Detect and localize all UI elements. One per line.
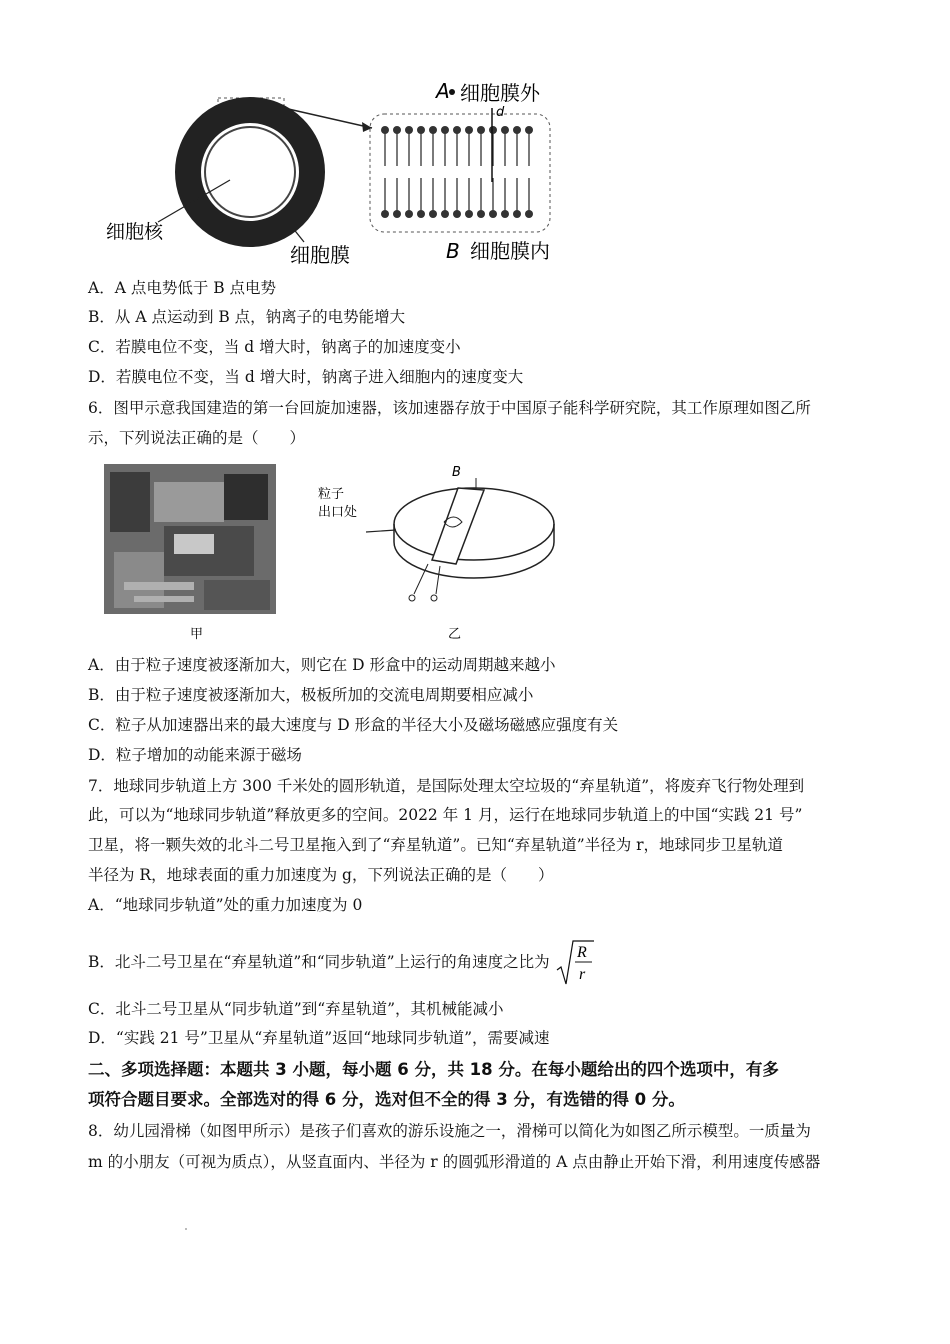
q7-stem-line4: 半径为 R，地球表面的重力加速度为 g，下列说法正确的是（ ） (88, 866, 554, 884)
q7-stem-line2: 此，可以为“地球同步轨道”释放更多的空间。2022 年 1 月，运行在地球同步轨道上的中国“实践 21 号” (88, 806, 803, 824)
scan-speck (185, 1228, 187, 1230)
q7-option-d: D．“实践 21 号”卫星从“弃星轨道”返回“地球同步轨道”，需要减速 (88, 1029, 550, 1047)
exit-arrow (366, 530, 396, 532)
cyclotron-diagram (316, 460, 566, 642)
q7-option-a: A．“地球同步轨道”处的重力加速度为 0 (88, 896, 363, 914)
q7-option-b-row (88, 938, 595, 988)
q7-stem-line3: 卫星，将一颗失效的北斗二号卫星拖入到了“弃星轨道”。已知“弃星轨道”半径为 r，地球同步卫星轨道 (88, 836, 784, 854)
terminal-right (431, 595, 437, 601)
q5-option-a: A．A 点电势低于 B 点电势 (88, 279, 277, 297)
q7-option-b: B．北斗二号卫星在“弃星轨道”和“同步轨道”上运行的角速度之比为 (88, 953, 550, 971)
q6-stem-line2: 示，下列说法正确的是（ ） (88, 429, 306, 447)
q6-option-a: A．由于粒子速度被逐渐加大，则它在 D 形盒中的运动周期越来越小 (88, 656, 556, 674)
cyclotron-photo-figure (104, 462, 278, 642)
point-a-dot (449, 89, 455, 95)
fraction-denominator: r (578, 966, 585, 983)
section2-line1: 二、多项选择题：本题共 3 小题，每小题 6 分，共 18 分。在每小题给出的四个选项中，有多 (88, 1060, 779, 1079)
lead-right (436, 566, 440, 594)
q8-line2: m 的小朋友（可视为质点），从竖直面内、半径为 r 的圆弧形滑道的 A 点由静止开始下滑，利用速度传感器 (88, 1153, 821, 1171)
exit-label-2: 出口处 (318, 505, 358, 520)
q6-option-c: C．粒子从加速器出来的最大速度与 D 形盒的半径大小及磁场磁感应强度有关 (88, 716, 619, 734)
cyclotron-photo (104, 462, 278, 642)
cell-membrane-figure (100, 72, 580, 272)
lipid-upper (385, 130, 529, 166)
nucleus-label: 细胞核 (106, 221, 164, 243)
membrane-label: 细胞膜 (290, 243, 350, 267)
q7-stem-line1: 7．地球同步轨道上方 300 千米处的圆形轨道，是国际处理太空垃圾的“弃星轨道”，将废弃飞行物处理到 (88, 777, 805, 795)
fraction-numerator: R (576, 944, 587, 961)
point-a-label: A (436, 79, 450, 103)
dee-side (394, 524, 554, 578)
point-b-label: B (446, 239, 460, 263)
q8-line1: 8．幼儿园滑梯（如图甲所示）是孩子们喜欢的游乐设施之一，滑梯可以简化为如图乙所示模型。一质量为 (88, 1122, 811, 1140)
fig-label-jia: 甲 (190, 627, 204, 642)
q5-option-c: C．若膜电位不变，当 d 增大时，钠离子的加速度变小 (88, 338, 461, 356)
outside-label: 细胞膜外 (460, 81, 540, 105)
exit-label-1: 粒子 (318, 487, 345, 502)
dee-gap (432, 488, 484, 564)
lipid-heads-upper (381, 126, 533, 134)
q6-option-b: B．由于粒子速度被逐渐加大，极板所加的交流电周期要相应减小 (88, 686, 534, 704)
inside-label: 细胞膜内 (470, 239, 550, 263)
fig-label-yi: 乙 (448, 627, 462, 642)
q6-option-d: D．粒子增加的动能来源于磁场 (88, 746, 302, 764)
cyclotron-diagram-figure (316, 460, 566, 642)
q5-option-d: D．若膜电位不变，当 d 增大时，钠离子进入细胞内的速度变大 (88, 368, 524, 386)
nucleus-circle (205, 127, 295, 217)
section2-line2: 项符合题目要求。全部选对的得 6 分，选对但不全的得 3 分，有选错的得 0 分。 (88, 1090, 685, 1109)
q6-stem-line1: 6．图甲示意我国建造的第一台回旋加速器，该加速器存放于中国原子能科学研究院，其工作原理如图乙所 (88, 399, 811, 417)
lipid-lower (385, 178, 529, 212)
terminal-left (409, 595, 415, 601)
q5-option-b: B．从 A 点运动到 B 点，钠离子的电势能增大 (88, 308, 406, 326)
q7-option-c: C．北斗二号卫星从“同步轨道”到“弃星轨道”，其机械能减小 (88, 1000, 504, 1018)
lipid-heads-lower (381, 210, 533, 218)
d-label: d (496, 105, 505, 120)
sqrt-r-over-r (555, 938, 595, 988)
cell-membrane-svg (100, 72, 580, 272)
fig-label-b: B (452, 465, 461, 480)
